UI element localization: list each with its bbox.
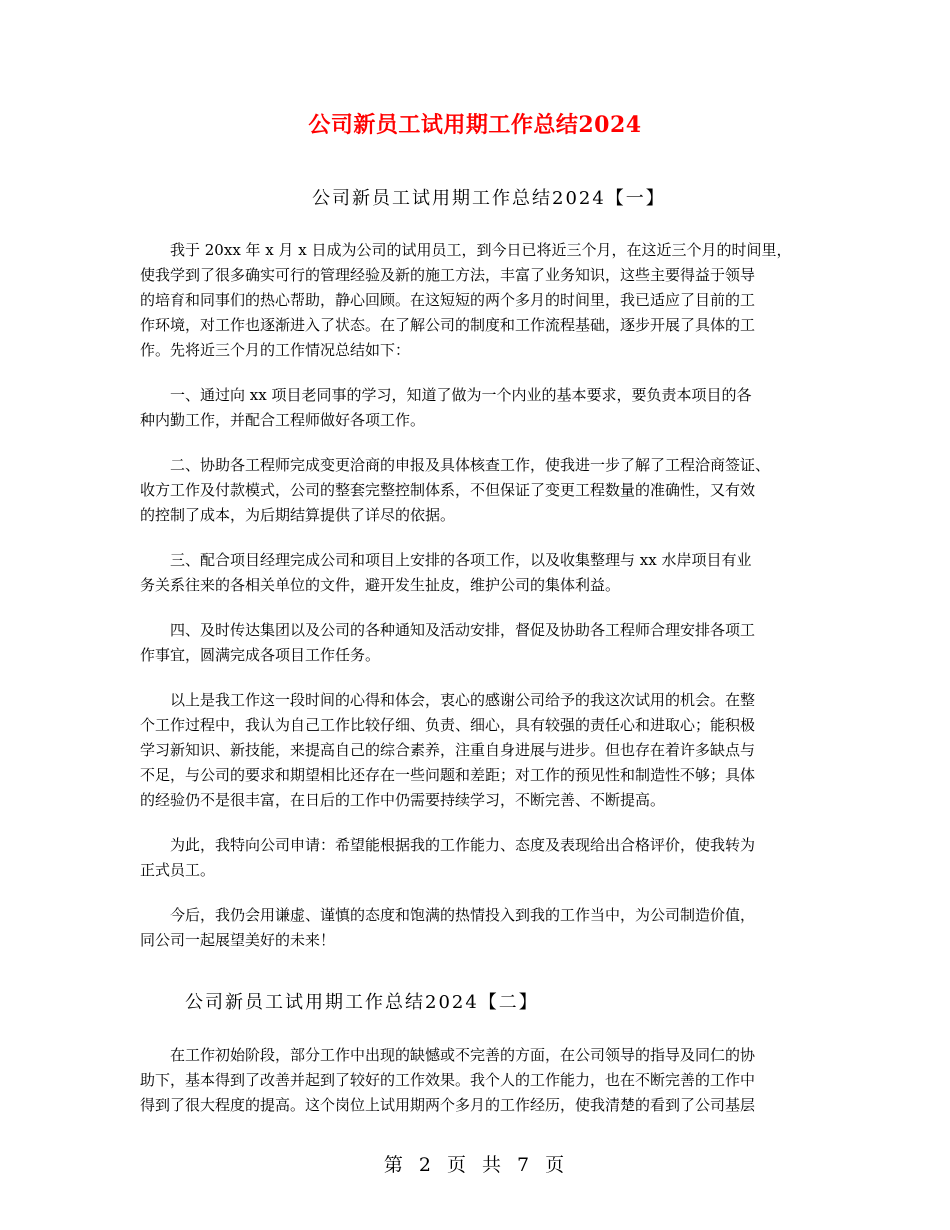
text-line: 在工作初始阶段，部分工作中出现的缺憾或不完善的方面，在公司领导的指导及同仁的协 xyxy=(170,1046,756,1064)
text-line: 今后，我仍会用谦虚、谨慎的态度和饱满的热情投入到我的工作当中，为公司制造价值， xyxy=(170,906,756,924)
paragraph xyxy=(140,688,812,813)
text-line: 学习新知识、新技能，来提高自己的综合素养，注重自身进展与进步。但也存在着许多缺点与 xyxy=(140,741,756,759)
text-line: 我于 20xx 年 x 月 x 日成为公司的试用员工，到今日已将近三个月，在这近三个月的时间里， xyxy=(170,241,792,259)
text-line: 种内勤工作，并配合工程师做好各项工作。 xyxy=(140,411,426,429)
paragraph xyxy=(140,238,812,363)
text-line: 的经验仍不是很丰富，在日后的工作中仍需要持续学习，不断完善、不断提高。 xyxy=(140,791,666,809)
text-line: 四、及时传达集团以及公司的各种通知及活动安排，督促及协助各工程师合理安排各项工 xyxy=(170,621,756,639)
paragraph xyxy=(140,1043,812,1118)
text-line: 收方工作及付款模式，公司的整套完整控制体系，不但保证了变更工程数量的准确性，又有效 xyxy=(140,481,756,499)
text-line: 务关系往来的各相关单位的文件，避开发生扯皮，维护公司的集体利益。 xyxy=(140,576,621,594)
document-title: 公司新员工试用期工作总结2024 xyxy=(308,112,642,138)
text-line: 作环境，对工作也逐渐进入了状态。在了解公司的制度和工作流程基础，逐步开展了具体的工 xyxy=(140,316,756,334)
text-line: 助下，基本得到了改善并起到了较好的工作效果。我个人的工作能力，也在不断完善的工作中 xyxy=(140,1071,756,1089)
page-number-footer: 第 2 页 共 7 页 xyxy=(383,1154,567,1176)
section-heading-2: 公司新员工试用期工作总结2024【二】 xyxy=(185,992,539,1013)
paragraph xyxy=(140,548,812,598)
text-line: 二、协助各工程师完成变更洽商的申报及具体核查工作，使我进一步了解了工程洽商签证、 xyxy=(170,456,771,474)
text-line: 作事宜，圆满完成各项目工作任务。 xyxy=(140,646,381,664)
text-line: 以上是我工作这一段时间的心得和体会，衷心的感谢公司给予的我这次试用的机会。在整 xyxy=(170,691,756,709)
text-line: 不足，与公司的要求和期望相比还存在一些问题和差距；对工作的预见性和制造性不够；具体 xyxy=(140,766,756,784)
text-line: 使我学到了很多确实可行的管理经验及新的施工方法，丰富了业务知识，这些主要得益于领导 xyxy=(140,266,756,284)
text-line: 的控制了成本，为后期结算提供了详尽的依据。 xyxy=(140,506,456,524)
text-line: 为此，我特向公司申请：希望能根据我的工作能力、态度及表现给出合格评价，使我转为 xyxy=(170,836,756,854)
paragraph xyxy=(140,903,812,953)
section-heading-1: 公司新员工试用期工作总结2024【一】 xyxy=(312,188,666,209)
text-line: 一、通过向 xx 项目老同事的学习，知道了做为一个内业的基本要求，要负责本项目的各 xyxy=(170,386,752,404)
section-2-body xyxy=(140,1043,812,1138)
text-line: 的培育和同事们的热心帮助，静心回顾。在这短短的两个多月的时间里，我已适应了目前的工 xyxy=(140,291,756,309)
paragraph xyxy=(140,618,812,668)
text-line: 正式员工。 xyxy=(140,861,216,879)
section-1-body xyxy=(140,238,812,973)
paragraph xyxy=(140,833,812,883)
text-line: 得到了很大程度的提高。这个岗位上试用期两个多月的工作经历，使我清楚的看到了公司基层 xyxy=(140,1096,756,1114)
paragraph xyxy=(140,383,812,433)
text-line: 同公司一起展望美好的未来！ xyxy=(140,931,336,949)
text-line: 作。先将近三个月的工作情况总结如下： xyxy=(140,341,411,359)
text-line: 三、配合项目经理完成公司和项目上安排的各项工作，以及收集整理与 xx 水岸项目有业 xyxy=(170,551,752,569)
text-line: 个工作过程中，我认为自己工作比较仔细、负责、细心，具有较强的责任心和进取心；能积极 xyxy=(140,716,756,734)
paragraph xyxy=(140,453,812,528)
